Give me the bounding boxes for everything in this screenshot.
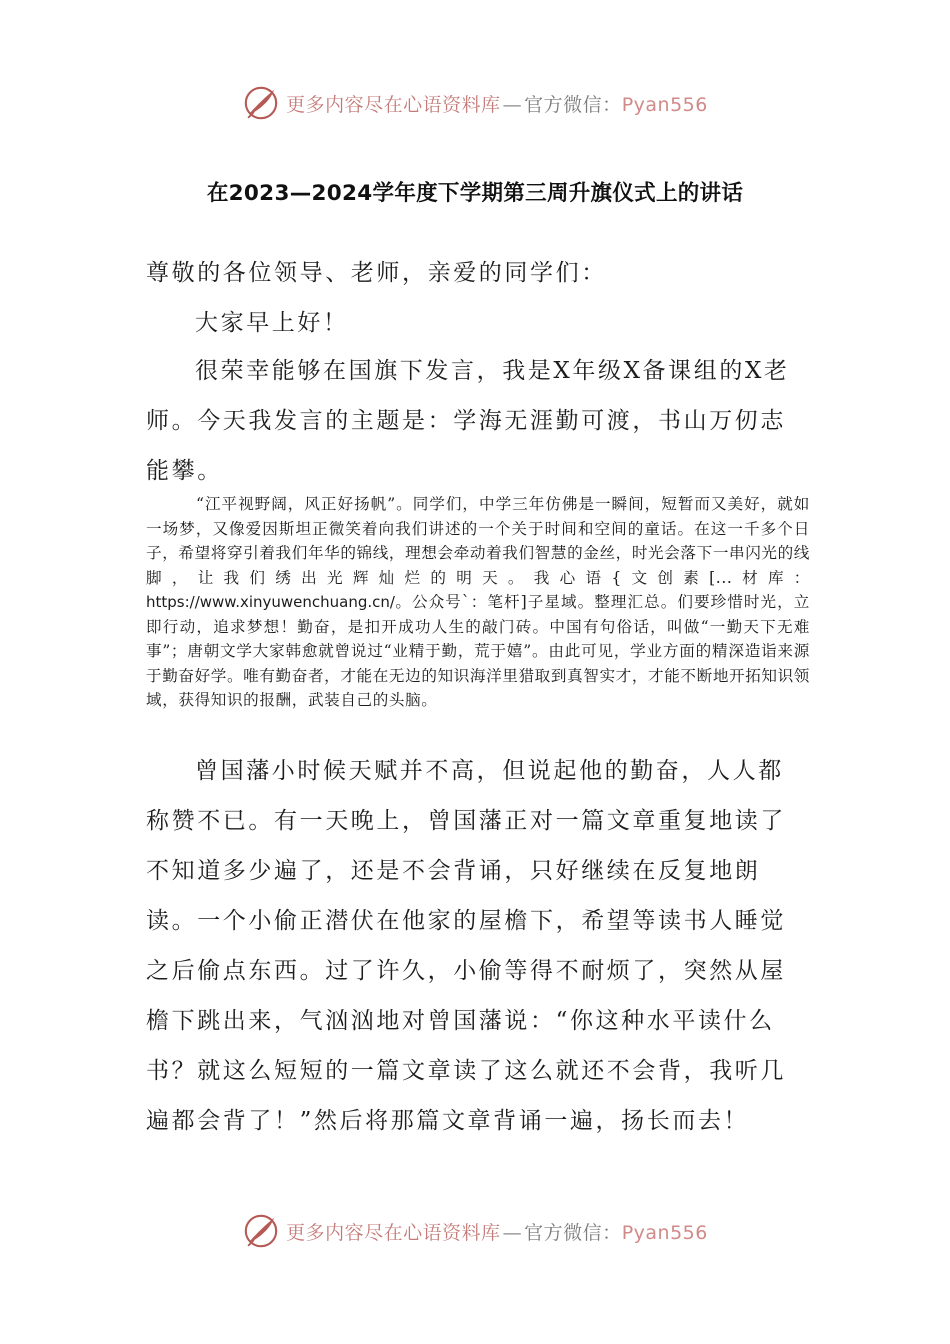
watermark-text [286,90,708,117]
watermark-wechat-id: Pyan556 [621,1221,708,1244]
header-watermark-banner [0,80,950,126]
watermark-text [286,1218,708,1245]
watermark-site-name: 更多内容尽在心语资料库 [286,93,501,116]
greeting-paragraph: 大家早上好！ [195,310,349,336]
watermark-dash: — [502,93,523,116]
watermark-wechat-label: 官方微信： [524,1221,622,1244]
story-paragraph: 曾国藩小时候天赋并不高，但说起他的勤奋，人人都称赞不已。有一天晚上，曾国藩正对一篇文章重复地读了不知道多少遍了，还是不会背诵，只好继续在反复地朗读。一个小偷正潜伏在他家的屋檐下，希望等读书人睡觉之后偷点东西。过了许久，小偷等得不耐烦了，突然从屋檐下跳出来，气汹汹地对曾国藩说：“你这种水平读什么书？就这么短短的一篇文章读了这么就还不会背，我听几遍都会背了！”然后将那篇文章背诵一遍，扬长而去！ [146,758,786,1134]
body-paragraph-small [146,492,810,713]
watermark-site-name: 更多内容尽在心语资料库 [286,1221,501,1244]
watermark-dash: — [502,1221,523,1244]
body-paragraph-small-part2: 。公众号`：笔杆]子星域。整理汇总。们要珍惜时光，立即行动，追求梦想！勤奋，是扣开成功人生的敲门砖。中国有句俗话，叫做“一勤天下无难事”；唐朝文学大家韩愈就曾说过“业精于勤，荒于嬉”。由此可见，学业方面的精深造诣来源于勤奋好学。唯有勤奋者，才能在无边的知识海洋里猎取到真智实才，才能不断地开拓知识领域，获得知识的报酬，武装自己的头脑。 [146,593,810,709]
watermark-wechat-label: 官方微信： [524,93,622,116]
body-paragraph-url: https://www.xinyuwenchuang.cn/ [146,593,395,611]
watermark-wechat-id: Pyan556 [621,93,708,116]
intro-paragraph: 很荣幸能够在国旗下发言，我是X年级X备课组的X老师。今天我发言的主题是：学海无涯勤可渡，书山万仞志能攀。 [146,358,790,484]
quill-logo-icon [242,1212,280,1250]
footer-watermark-banner [0,1208,950,1254]
quill-logo-icon [242,84,280,122]
salutation-paragraph: 尊敬的各位领导、老师，亲爱的同学们： [146,260,607,286]
body-paragraph-small-part1: “江平视野阔，风正好扬帆”。同学们，中学三年仿佛是一瞬间，短暂而又美好，就如一场梦，又像爱因斯坦正微笑着向我们讲述的一个关于时间和空间的童话。在这一千多个日子，希望将穿引着我们年华的锦线，理想会牵动着我们智慧的金丝，时光会落下一串闪光的线脚，让我们绣出光辉灿烂的明天。我心语{文创素[...材库： [146,495,810,587]
document-title: 在2023—2024学年度下学期第三周升旗仪式上的讲话 [206,181,744,206]
